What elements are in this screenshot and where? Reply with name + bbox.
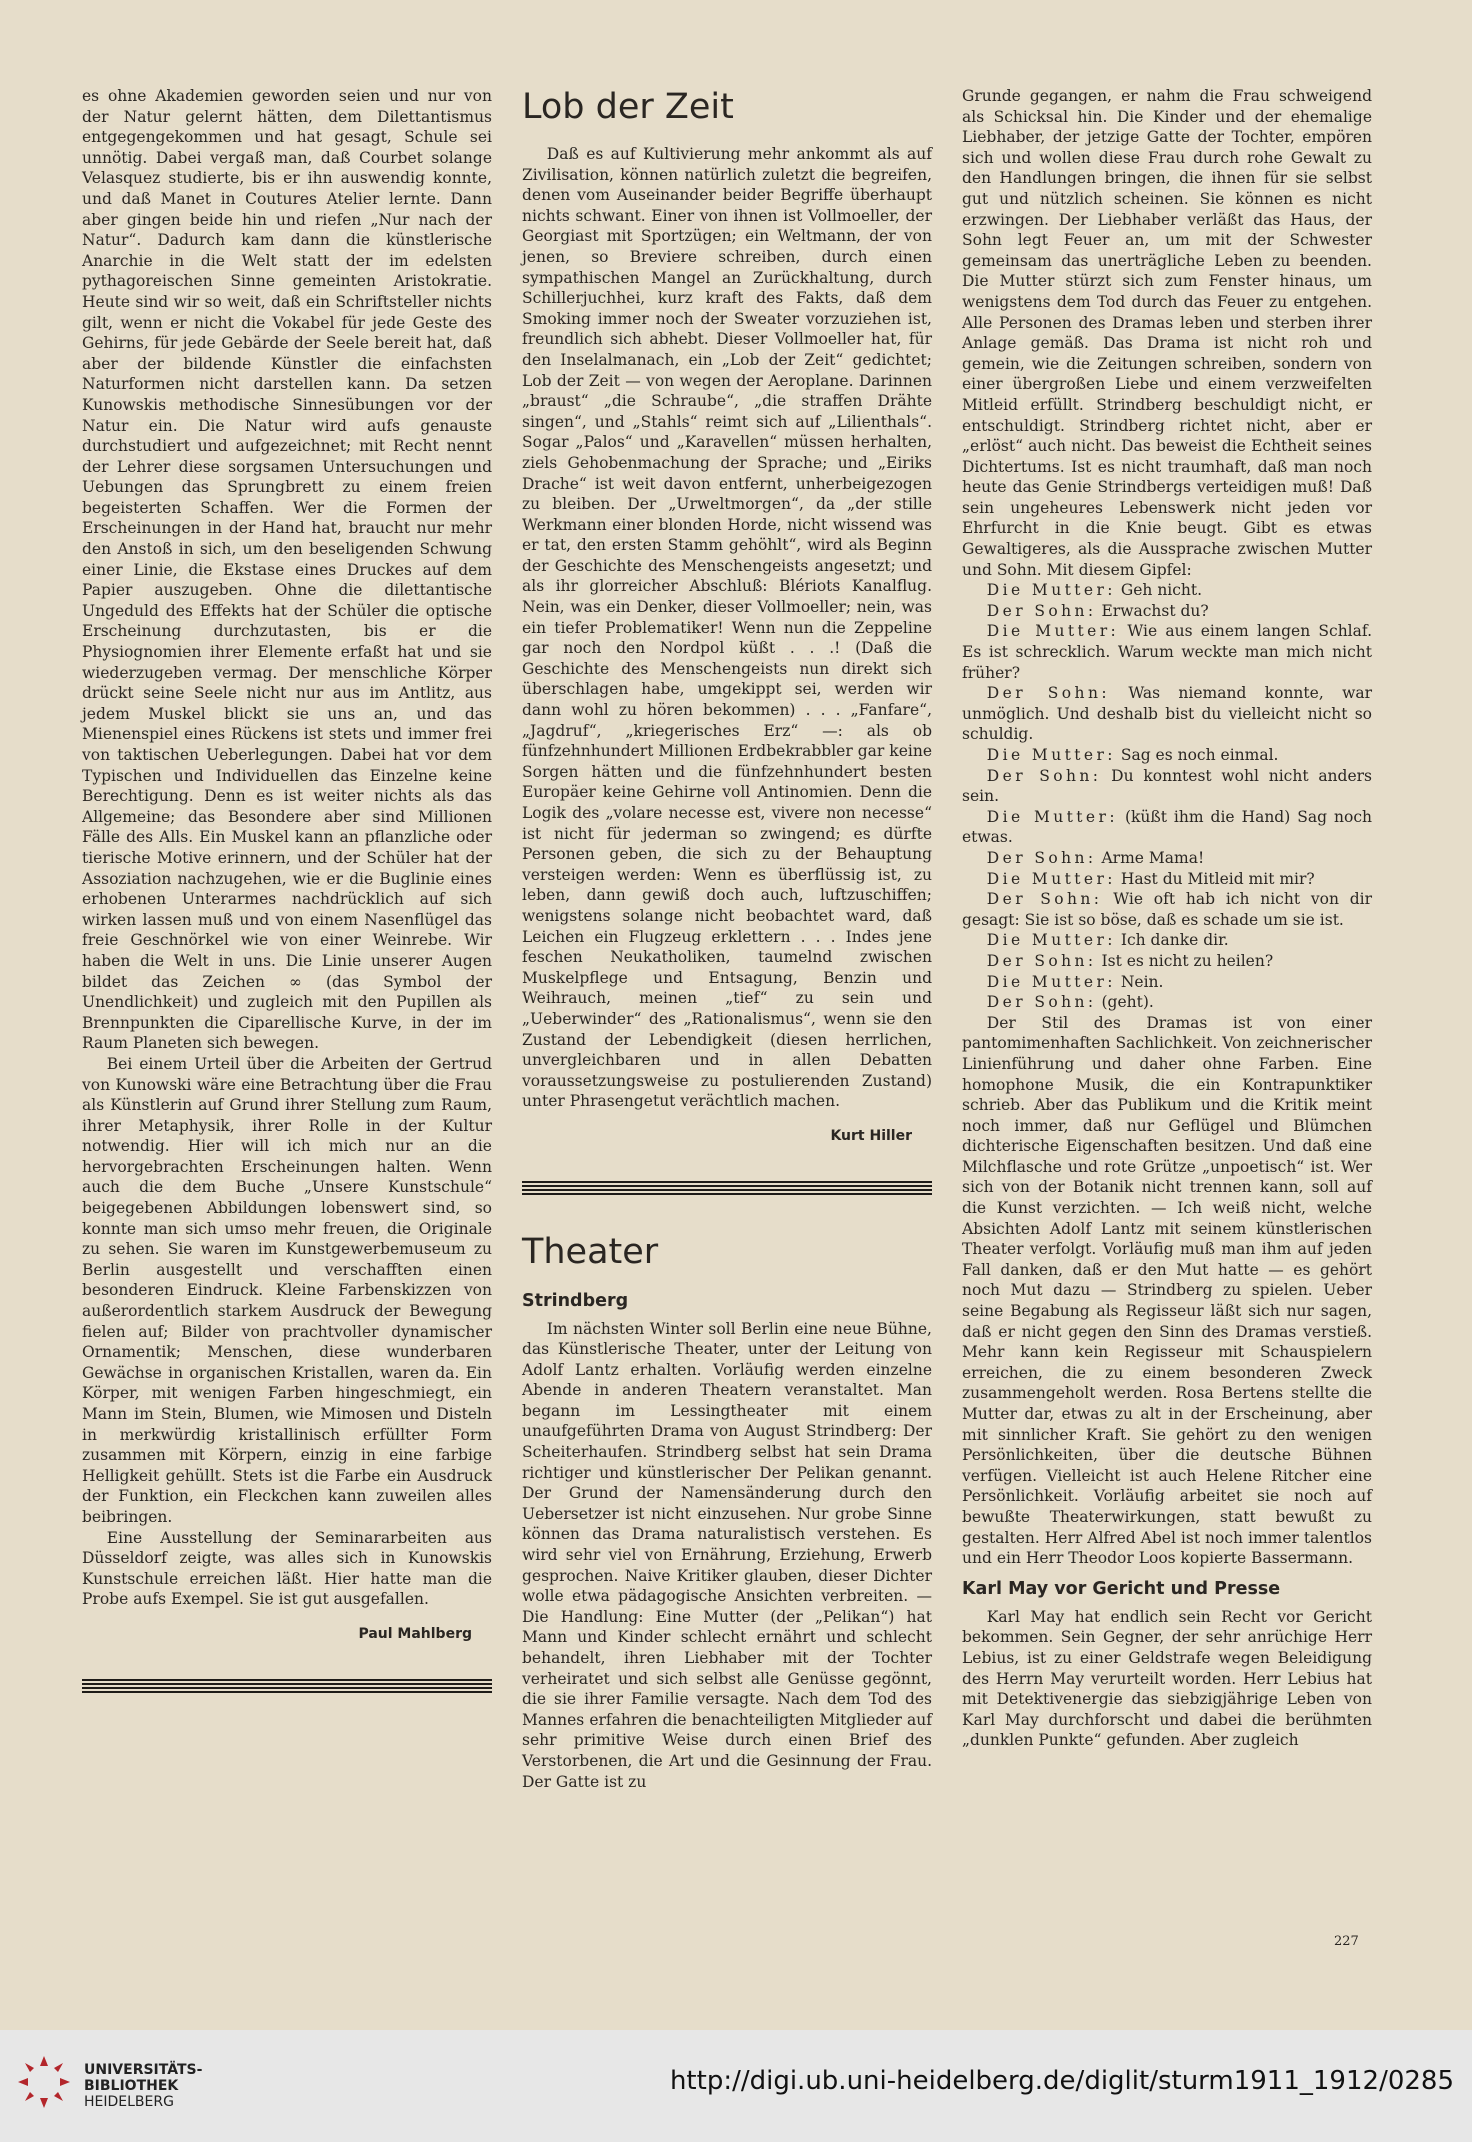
dialogue-line: [962, 869, 1372, 890]
dialogue-text: (geht).: [1096, 993, 1154, 1012]
author-signature: Paul Mahlberg: [358, 1625, 472, 1642]
dialogue-speaker: Die Mutter:: [986, 807, 1118, 826]
dialogue-speaker: Der Sohn:: [986, 848, 1097, 867]
dialogue-line: [962, 621, 1372, 683]
dialogue-text: (küßt ihm die Hand) Sag noch etwas.: [962, 807, 1372, 847]
page-number: 227: [1334, 1934, 1359, 1949]
dialogue-text: Wie oft hab ich nicht von dir gesagt: Sie ist so böse, daß es schade um sie ist.: [962, 890, 1373, 929]
section-title: Karl May vor Gericht und Presse: [962, 1578, 1281, 1599]
column-middle: [522, 86, 932, 1792]
dialogue-speaker: Der Sohn:: [986, 766, 1102, 785]
article-title: Lob der Zeit: [522, 87, 734, 127]
article-paragraph: Grunde gegangen, er nahm die Frau schweigend als Schicksal hin. Die Kinder und der ehemalige Liebhaber, der jetzige Gatte der Tochter, empören sich und wollen diese Frau durch rohe Gewalt zu den Handlungen bringen, die ihnen für sie selbst gut und nützlich scheinen. Sie können es nicht erzwingen. Der Liebhaber verläßt das Haus, der Sohn legt Feuer an, um mit der Schwester gemeinsam das unerträgliche Leben zu beenden. Die Mutter stürzt sich zum Fenster hinaus, um wenigstens dem Tod durch das Feuer zu entgehen. Alle Personen des Dramas leben und sterben ihrer Anlage gemäß. Das Drama ist nicht roh und gemein, wie die Zeitungen schreiben, sondern von einer übergroßen Liebe und einem verzweifelten Mitleid erfüllt. Strindberg beschuldigt nicht, er entschuldigt. Strindberg richtet nicht, aber er „erlöst“ auch nicht. Das beweist die Echtheit seines Dichtertums. Ist es nicht traumhaft, daß man noch heute das Genie Strindbergs verteidigen muß! Daß sein ungeheures Lebenswerk nicht jeden vor Ehrfurcht in die Knie beugt. Gibt es etwas Gewaltigeres, als die Aussprache zwischen Mutter und Sohn. Mit diesem Gipfel:: [962, 87, 1372, 579]
article-paragraph: Daß es auf Kultivierung mehr ankommt als auf Zivilisation, können natürlich zuletzt die begreifen, denen vom Auseinander beider Begriffe überhaupt nichts schwant. Einer von ihnen ist Vollmoeller, der Georgiast mit Sportzügen; ein Weltmann, der von jenen, so Breviere schreiben, durch einen sympathischen Mangel an Zurückhaltung, durch Schillerjuchhei, kurz kraft des Fakts, daß dem Smoking immer noch der Sweater vorzuziehen ist, freundlich sich abhebt. Dieser Vollmoeller hat, für den Inselalmanach, ein „Lob der Zeit“ gedichtet; Lob der Zeit — von wegen der Aeroplane. Darinnen „braust“ „die Schraube“, „die straffen Drähte singen“, und „Stahls“ reimt sich auf „Lilienthals“. Sogar „Palos“ und „Karavellen“ müssen herhalten, ziels Gehobenmachung der Sprache; und „Eiriks Drache“ ist weit davon entfernt, unherbeigezogen zu bleiben. Der „Urweltmorgen“, da „der stille Werkmann einer blonden Horde, nicht wissend was er tat, den ersten Stamm gehöhlt“, wird als Beginn der Geschichte des Menschengeists angesetzt; und als ihr glorreicher Abschluß: Blériots Kanalflug. Nein, was ein Denker, dieser Vollmoeller; nein, was ein tiefer Problematiker! Wenn nun die Zeppeline gar noch den Nordpol küßt . . .! (Daß die Geschichte des Menschengeists nun direkt sich überschlagen habe, umgekippt sei, werden wir dann wohl zu hören bekommen) . . . „Fanfare“, „Jagdruf“, „kriegerisches Erz“ —: als ob fünfzehnhundert Millionen Erdbekrabbler gar keine Sorgen hätten und die fünfzehnhundert besten Europäer keine Gehirne voll Antinomien. Denn die Logik des „volare necesse est, vivere non necesse“ ist nicht für jederman so zwingend; es dürfte Personen geben, die sich zu der Behauptung versteigen werden: Wenn es überflüssig ist, zu leben, dann gewiß doch auch, luftzuschiffen; wenigstens solange nicht beobachtet ward, daß Leichen ein Flugzeug erklettern . . . Indes jene feschen Neukatholiken, taumelnd zwischen Muskelpflege und Entsagung, Benzin und Weihrauch, meinen „tief“ zu sein und „Ueberwinder“ des „Rationalismus“, wenn sie den Zustand der Lebendigkeit (diesen herrlichen, unvergleichbaren und in allen Debatten voraussetzungsweise zu postulierenden Zustand) unter Phrasengetut verächtlich machen.: [522, 145, 932, 1111]
library-footer: [0, 2030, 1472, 2142]
column-right: [962, 86, 1372, 1751]
dialogue-text: Arme Mama!: [1096, 848, 1205, 867]
article-paragraph: Eine Ausstellung der Seminararbeiten aus Düsseldorf zeigte, was alles sich in Kunowskis Kunstschule erreichen läßt. Hier hatte man die Probe aufs Exempel. Sie ist gut ausgefallen.: [82, 1528, 492, 1609]
article-paragraph: Bei einem Urteil über die Arbeiten der Gertrud von Kunowski wäre eine Betrachtung über die Frau als Künstlerin auf Grund ihrer Stellung zum Raum, ihrer Metaphysik, ihrer Rolle in der Kultur notwendig. Hier will ich mich nur an die hervorgebrachten Erscheinungen halten. Wenn auch die dem Buche „Unsere Kunstschule“ beigegebenen Abbildungen lobenswert sind, so konnte man sich umso mehr freuen, die Originale zu sehen. Sie waren im Kunstgewerbemuseum zu Berlin ausgestellt und verschafften einen besonderen Eindruck. Kleine Farbenskizzen von außerordentlich starkem Ausdruck der Bewegung fielen auf; Bilder von prachtvoller dynamischer Ornamentik; Menschen, diese wunderbaren Gewächse in organischen Kristallen, waren da. Ein Körper, mit wenigen Farben hingeschmiegt, ein Mann im Stein, Blumen, wie Mimosen und Disteln in merkwürdig kristallinisch erfüllter Form zusammen mit Körpern, einzig in eine farbige Helligkeit gehüllt. Stets ist die Farbe ein Ausdruck der Funktion, ein Fleckchen kann zuweilen alles beibringen.: [82, 1054, 492, 1526]
dialogue-text: Ich danke dir.: [1115, 931, 1229, 950]
dialogue-speaker: Der Sohn:: [986, 684, 1110, 703]
article-paragraph: Karl May hat endlich sein Recht vor Gericht bekommen. Sein Gegner, der sehr anrüchige Herr Lebius, ist zu einer Geldstrafe wegen Beleidigung des Herrn May verurteilt worden. Herr Lebius hat mit Detektivenergie das siebzigjährige Leben von Karl May durchforscht und dabei die berühmten „dunklen Punkte“ gefunden. Aber zugleich: [962, 1607, 1372, 1750]
dialogue-line: [962, 972, 1372, 993]
dialogue-speaker: Der Sohn:: [986, 601, 1097, 620]
dialogue-text: Erwachst du?: [1096, 601, 1209, 620]
dialogue-speaker: Die Mutter:: [986, 581, 1116, 600]
column-left: [82, 86, 492, 1693]
university-library-logo-icon: [14, 2052, 74, 2112]
section-divider: [522, 1181, 932, 1195]
author-signature: Kurt Hiller: [830, 1127, 912, 1144]
section-divider: [82, 1679, 492, 1693]
dialogue-speaker: Die Mutter:: [986, 931, 1116, 950]
dialogue-text: Geh nicht.: [1115, 581, 1203, 600]
drama-dialogue: [962, 580, 1372, 1012]
dialogue-text: Was niemand konnte, war unmöglich. Und deshalb bist du vielleicht nicht so schuldig.: [962, 684, 1373, 744]
dialogue-line: [962, 951, 1372, 972]
dialogue-speaker: Der Sohn:: [986, 993, 1097, 1012]
article-paragraph: Im nächsten Winter soll Berlin eine neue Bühne, das Künstlerische Theater, unter der Leitung von Adolf Lantz erhalten. Vorläufig werden einzelne Abende in anderen Theatern veranstaltet. Man begann im Lessingtheater mit einem unaufgeführten Drama von August Strindberg: Der Scheiterhaufen. Strindberg selbst hat sein Drama richtiger und künstlerischer Der Pelikan genannt. Der Grund der Namensänderung durch den Uebersetzer ist nicht einzusehen. Nur grobe Sinne können das Drama naturalistisch verstehen. Es wird sehr viel von Ernährung, Erziehung, Erwerb gesprochen. Naive Kritiker glauben, dieser Dichter wolle etwa pädagogische Ansichten verbreiten. — Die Handlung: Eine Mutter (der „Pelikan“) hat Mann und Kinder schlecht ernährt und schlecht behandelt, ihren Liebhaber mit der Tochter verheiratet und sich selbst alle Genüsse gegönnt, die sie ihrer Familie versagte. Nach dem Tod des Mannes erfahren die benachteiligten Mitglieder auf sehr primitive Weise durch einen Brief des Verstorbenen, die Art und die Gesinnung der Frau. Der Gatte ist zu: [522, 1319, 932, 1791]
dialogue-speaker: Die Mutter:: [986, 869, 1116, 888]
dialogue-line: [962, 601, 1372, 622]
article-paragraph: Der Stil des Dramas ist von einer pantomimenhaften Sachlichkeit. Von zeichnerischer Linienführung und daher ohne Farben. Eine homophone Musik, die ein Kontrapunktiker schrieb. Aber das Publikum und die Kritik meint noch immer, daß nur Geflügel und Blümchen dichterische Eigenschaften besitzen. Und daß eine Milchflasche und rote Grütze „unpoetisch“ ist. Wer sich von der Botanik nicht trennen kann, soll auf die Kunst verzichten. — Ich weiß nicht, welche Absichten Adolf Lantz mit seinem künstlerischen Theater verfolgt. Vorläufig muß man ihm auf jeden Fall danken, daß er den Mut hatte — es gehört noch Mut dazu — Strindberg zu spielen. Ueber seine Begabung als Regisseur läßt sich nur sagen, daß er nicht gegen den Sinn des Dramas verstieß. Mehr kann kein Regisseur mit Schauspielern erreichen, die zu einem besonderen Zweck zusammengeholt werden. Rosa Bertens stellte die Mutter dar, etwas zu alt in der Erscheinung, aber mit sinnlicher Kraft. Sie gehört zu den wenigen Persönlichkeiten, über die deutsche Bühnen verfügen. Vielleicht ist auch Helene Ritcher eine Persönlichkeit. Vorläufig arbeitet sie noch auf bewußte Theaterwirkungen, statt bewußt zu gestalten. Herr Alfred Abel ist noch immer talentlos und ein Herr Theodor Loos kopierte Bassermann.: [962, 1013, 1372, 1568]
dialogue-line: [962, 580, 1372, 601]
dialogue-text: Nein.: [1115, 972, 1164, 991]
dialogue-line: [962, 848, 1372, 869]
section-title: Theater: [522, 1231, 659, 1272]
dialogue-text: Du konntest wohl nicht anders sein.: [962, 766, 1372, 806]
dialogue-text: Wie aus einem langen Schlaf. Es ist schrecklich. Warum weckte man mich nicht früher?: [962, 622, 1372, 682]
dialogue-speaker: Die Mutter:: [986, 972, 1116, 991]
dialogue-line: [962, 745, 1372, 766]
source-url-link[interactable]: http://digi.ub.uni-heidelberg.de/diglit/sturm1911_1912/0285: [669, 2066, 1454, 2096]
dialogue-text: Ist es nicht zu heilen?: [1096, 951, 1274, 970]
dialogue-text: Sag es noch einmal.: [1115, 746, 1279, 764]
dialogue-line: [962, 889, 1372, 930]
dialogue-line: [962, 930, 1372, 951]
article-paragraph: es ohne Akademien geworden seien und nur von der Natur gelernt hätten, dem Dilettantismus entgegengekommen und hat gesagt, Schule sei unnötig. Dabei vergaß man, daß Courbet solange Velasquez studierte, bis er ihn auswendig konnte, und daß Manet in Coutures Atelier lernte. Dann aber gingen beide hin und riefen „Nur nach der Natur“. Dadurch kam dann die künstlerische Anarchie in die Welt statt der im edelsten pythagoreischen Sinne gemeinten Aristokratie. Heute sind wir so weit, daß ein Schriftsteller nichts gilt, wenn er nicht die Vokabel für jede Geste des Gehirns, für jede Gebärde der Seele bereit hat, daß aber der bildende Künstler die einfachsten Naturformen nicht darstellen kann. Da setzen Kunowskis methodische Sinnesübungen vor der Natur ein. Die Natur wird aufs genauste durchstudiert und aufgezeichnet; mit Recht nennt der Lehrer diese sorgsamen Untersuchungen und Uebungen das Sprungbrett zu einem freien begeisterten Schaffen. Wer die Formen der Erscheinungen in der Hand hat, braucht nur mehr den Anstoß in sich, um den beseligenden Schwung einer Linie, die Ekstase eines Druckes auf dem Papier auszugeben. Ohne die dilettantische Ungeduld des Effekts hat der Schüler die optische Erscheinung durchzutasten, bis er die Physiognomien ihrer Elemente erfaßt hat und sie wiederzugeben vermag. Der menschliche Körper drückt seine Seele nicht nur aus im Antlitz, aus jedem Muskel blickt sie uns an, und das Mienenspiel eines Rückens ist stets und immer frei von taktischen Ueberlegungen. Dabei hat vor dem Typischen und Individuellen das Einzelne keine Berechtigung. Denn es ist weiter nichts als das Allgemeine; das Besondere aber sind Millionen Fälle des Alls. Ein Muskel kann an pflanzliche oder tierische Motive erinnern, und der Schüler hat der Assoziation nachzugehen, wie er die Buglinie eines erhobenen Unterarmes nachdrücklich auf sich wirken lassen muß und von einem Nasenflügel das freie Geschnörkel wie von einer Weinrebe. Wir haben die Welt in uns. Die Linie unserer Augen bildet das Zeichen ∞ (das Symbol der Unendlichkeit) und zugleich mit den Pupillen als Brennpunkten die Ciparellische Kurve, in der im Raum Planeten sich bewegen.: [82, 87, 492, 1053]
dialogue-line: [962, 992, 1372, 1013]
dialogue-speaker: Die Mutter:: [986, 746, 1116, 764]
dialogue-speaker: Der Sohn:: [986, 890, 1103, 909]
dialogue-line: [962, 683, 1372, 745]
dialogue-line: [962, 807, 1372, 848]
institution-name: UNIVERSITÄTS- BIBLIOTHEK HEIDELBERG: [84, 2062, 203, 2110]
dialogue-line: [962, 766, 1372, 807]
subsection-title: Strindberg: [522, 1290, 629, 1311]
dialogue-text: Hast du Mitleid mit mir?: [1115, 869, 1315, 888]
dialogue-speaker: Der Sohn:: [986, 951, 1097, 970]
dialogue-speaker: Die Mutter:: [986, 622, 1120, 641]
